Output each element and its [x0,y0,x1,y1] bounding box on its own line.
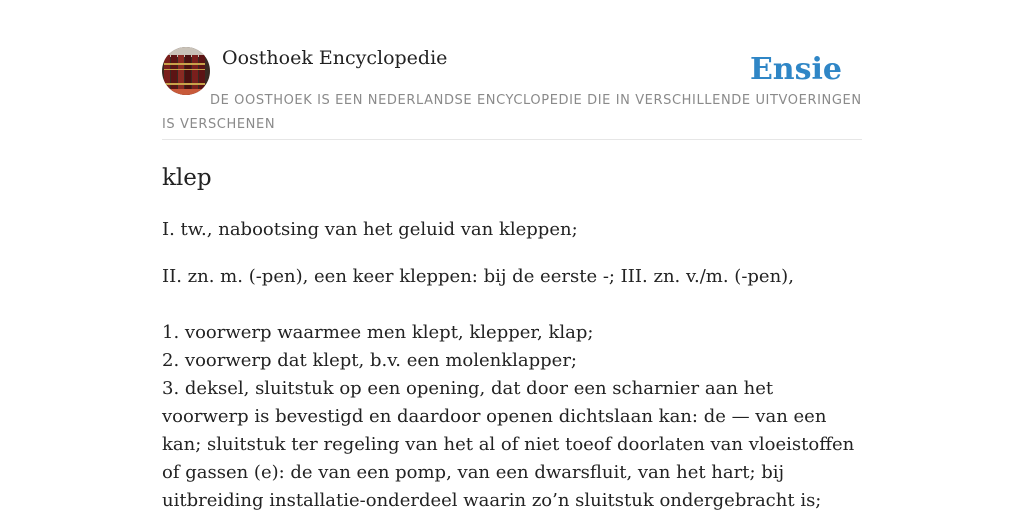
source-avatar[interactable] [162,47,210,95]
definition-item: 1. voorwerp waarmee men klept, klepper, klap; [162,322,594,343]
source-tagline: DE OOSTHOEK IS EEN NEDERLANDSE ENCYCLOPEDIE DIE IN VERSCHILLENDE UITVOERINGEN IS VERSCHENEN [162,93,862,132]
entry-definition [162,216,862,515]
entry-term: klep [162,165,212,191]
source-header [162,0,862,140]
source-name[interactable]: Oosthoek Encyclopedie [222,47,448,69]
brand-logo[interactable]: Ensie [749,52,842,87]
book-spines-icon [162,47,210,95]
page [162,0,862,511]
definition-paragraph: II. zn. m. (-pen), een keer kleppen: bij de eerste -; III. zn. v./m. (-pen), [162,266,794,287]
definition-item: 3. deksel, sluitstuk op een opening, dat door een scharnier aan het voorwerp is bevestigd en daardoor openen dichtslaan kan: de — van een kan; sluitstuk ter regeling van het al of niet toeof doorlaten van vloeistoffen of gassen (e): de van een pomp, van een dwarsfluit, van het hart; bij uitbreiding installatie-onderdeel waarin zo’n sluitstuk ondergebracht is; [162,378,855,511]
definition-paragraph: I. tw., nabootsing van het geluid van kleppen; [162,219,578,240]
definition-item: 2. voorwerp dat klept, b.v. een molenklapper; [162,350,577,371]
